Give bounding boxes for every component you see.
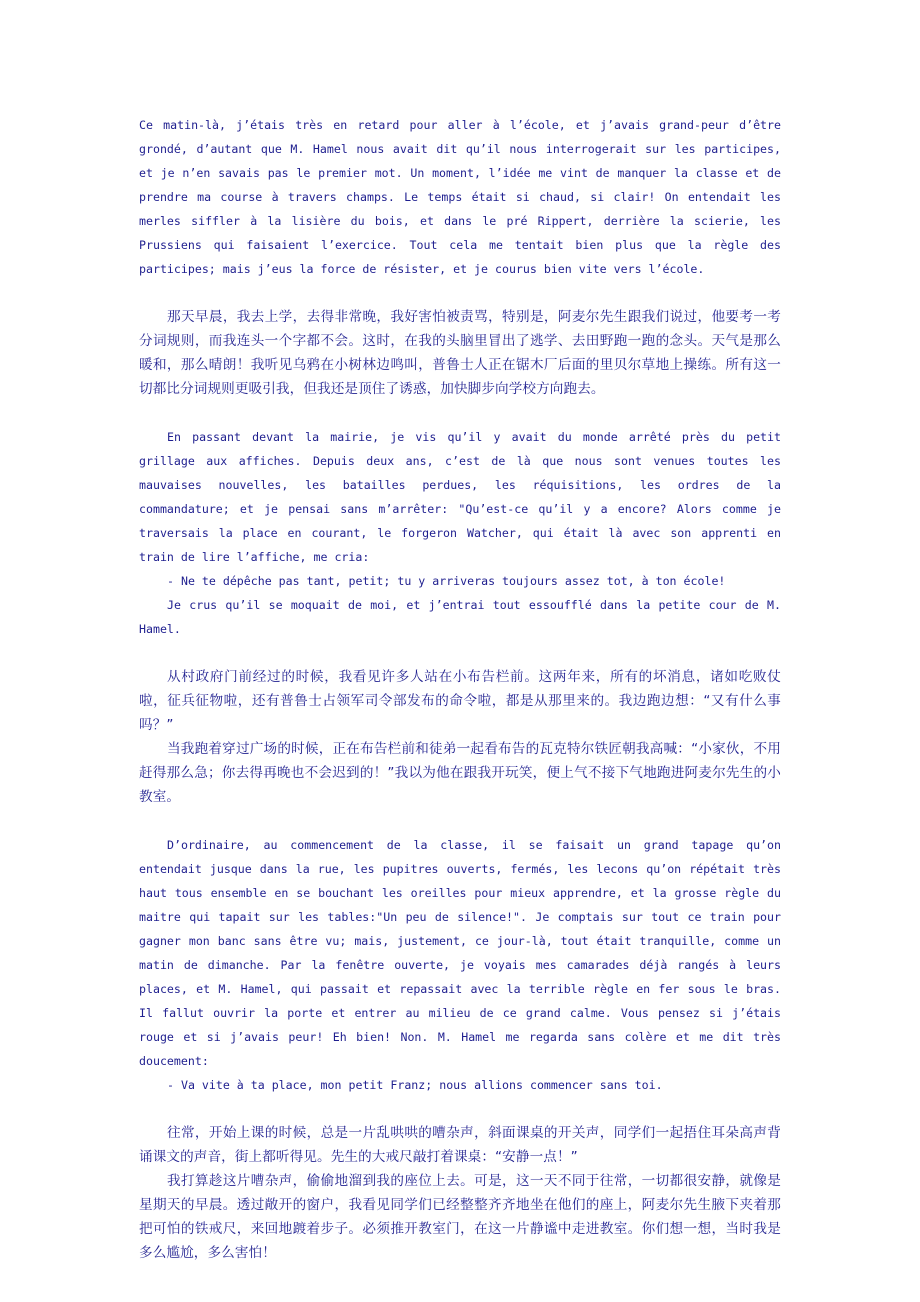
paragraph-cn-1: 那天早晨，我去上学，去得非常晚，我好害怕被责骂，特别是，阿麦尔先生跟我们说过，他要考一考分词规则，而我连头一个字都不会。这时，在我的头脑里冒出了逃学、去田野跑一跑的念头。天气是那么暖和，那么晴朗！我听见乌鸦在小树林边鸣叫，普鲁士人正在锯木厂后面的里贝尔草地上操练。所有这一切都比分词规则更吸引我，但我还是顶住了诱惑，加快脚步向学校方向跑去。 bbox=[139, 309, 781, 397]
paragraph-gap bbox=[139, 641, 781, 665]
dialogue-line-1: - Ne te dépêche pas tant, petit; tu y arriveras toujours assez tot, à ton école! bbox=[167, 574, 726, 588]
dialogue-line-2: - Va vite à ta place, mon petit Franz; nous allions commencer sans toi. bbox=[167, 1078, 663, 1092]
paragraph-cn-5: 我打算趁这片嘈杂声，偷偷地溜到我的座位上去。可是，这一天不同于往常，一切都很安静，就像是星期天的早晨。透过敞开的窗户，我看见同学们已经整整齐齐地坐在他们的座上，阿麦尔先生腋下夹着那把可怕的铁戒尺，来回地踱着步子。必须推开教室门，在这一片静谧中走进教室。你们想一想，当时我是多么尴尬，多么害怕！ bbox=[139, 1173, 781, 1261]
paragraph-gap bbox=[139, 1097, 781, 1121]
paragraph-cn-2: 从村政府门前经过的时候，我看见许多人站在小布告栏前。这两年来，所有的坏消息，诸如吃败仗啦，征兵征物啦，还有普鲁士占领军司令部发布的命令啦，都是从那里来的。我边跑边想：“又有什么事吗？” bbox=[139, 669, 781, 733]
paragraph-fr-1: Ce matin-là, j’étais très en retard pour aller à l’école, et j’avais grand-peur d’être grondé, d’autant que M. Hamel nous avait dit qu’il nous interrogerait sur les participes, et je n’en savais pas le premier mot. Un moment, l’idée me vint de manquer la classe et de prendre ma course à travers champs. Le temps était si chaud, si clair! On entendait les merles siffler à la lisière du bois, et dans le pré Rippert, derrière la scierie, les Prussiens qui faisaient l’exercice. Tout cela me tentait bien plus que la règle des participes; mais j’eus la force de résister, et je courus bien vite vers l’école. bbox=[139, 118, 781, 276]
paragraph-gap bbox=[139, 809, 781, 833]
paragraph-cn-4: 往常，开始上课的时候，总是一片乱哄哄的嘈杂声，斜面课桌的开关声，同学们一起捂住耳朵高声背诵课文的声音，街上都听得见。先生的大戒尺敲打着课桌：“安静一点！” bbox=[139, 1125, 781, 1165]
paragraph-fr-3: Je crus qu’il se moquait de moi, et j’entrai tout essoufflé dans la petite cour de M. Hamel. bbox=[139, 598, 781, 636]
paragraph-fr-4: D’ordinaire, au commencement de la classe, il se faisait un grand tapage qu’on entendait jusque dans la rue, les pupitres ouverts, fermés, les lecons qu’on répétait très haut tous ensemble en se bouchant les oreilles pour mieux apprendre, et la grosse règle du maitre qui tapait sur les tables:"Un peu de silence!". Je comptais sur tout ce train pour gagner mon banc sans être vu; mais, justement, ce jour-là, tout était tranquille, comme un matin de dimanche. Par la fenêtre ouverte, je voyais mes camarades déjà rangés à leurs places, et M. Hamel, qui passait et repassait avec la terrible règle en fer sous le bras. Il fallut ouvrir la porte et entrer au milieu de ce grand calme. Vous pensez si j’étais rouge et si j’avais peur! Eh bien! Non. M. Hamel me regarda sans colère et me dit très doucement: bbox=[139, 838, 781, 1068]
paragraph-cn-3: 当我跑着穿过广场的时候，正在布告栏前和徒弟一起看布告的瓦克特尔铁匠朝我高喊：“小家伙，不用赶得那么急；你去得再晚也不会迟到的！”我以为他在跟我开玩笑，便上气不接下气地跑进阿麦尔先生的小教室。 bbox=[139, 741, 781, 805]
paragraph-gap bbox=[139, 281, 781, 305]
paragraph-gap bbox=[139, 401, 781, 425]
paragraph-fr-2: En passant devant la mairie, je vis qu’il y avait du monde arrêté près du petit grillage aux affiches. Depuis deux ans, c’est de là que nous sont venues toutes les mauvaises nouvelles, les batailles perdues, les réquisitions, les ordres de la commandature; et je pensai sans m’arrêter: "Qu’est-ce qu’il y a encore? Alors comme je traversais la place en courant, le forgeron Watcher, qui était là avec son apprenti en train de lire l’affiche, me cria: bbox=[139, 430, 781, 564]
document-body bbox=[139, 113, 781, 1265]
